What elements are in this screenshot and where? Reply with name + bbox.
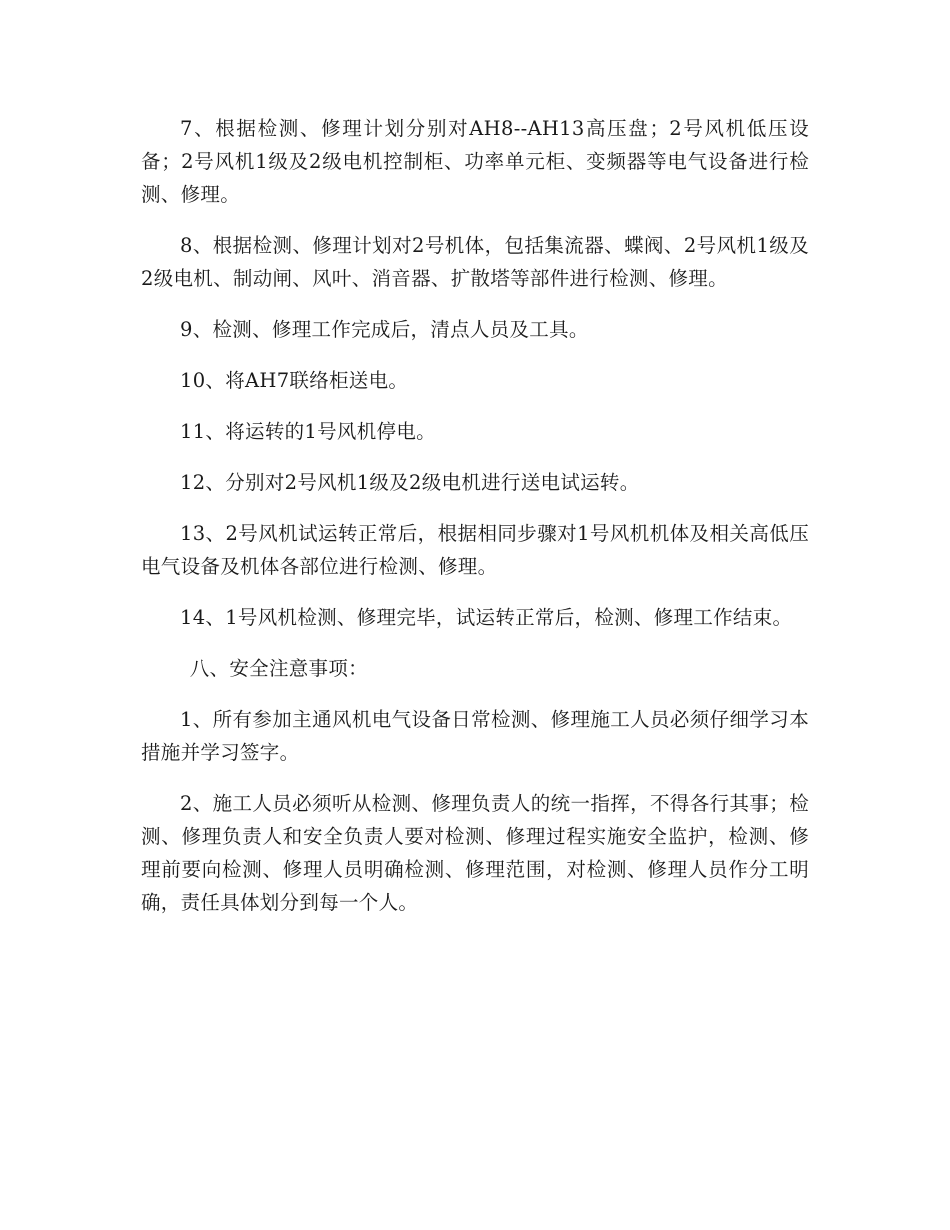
step-7-paragraph: 7、根据检测、修理计划分别对AH8--AH13高压盘；2号风机低压设备；2号风机1级及2级电机控制柜、功率单元柜、变频器等电气设备进行检测、修理。 bbox=[141, 117, 809, 206]
step-14-paragraph: 14、1号风机检测、修理完毕，试运转正常后，检测、修理工作结束。 bbox=[180, 606, 793, 629]
safety-item-1-paragraph: 1、所有参加主通风机电气设备日常检测、修理施工人员必须仔细学习本措施并学习签字。 bbox=[141, 708, 809, 764]
step-11-paragraph: 11、将运转的1号风机停电。 bbox=[180, 420, 436, 443]
section-heading: 八、安全注意事项： bbox=[189, 657, 368, 680]
safety-item-2-paragraph: 2、施工人员必须听从检测、修理负责人的统一指挥，不得各行其事；检测、修理负责人和安全负责人要对检测、修理过程实施安全监护，检测、修理前要向检测、修理人员明确检测、修理范围，对检测、修理人员作分工明确，责任具体划分到每一个人。 bbox=[141, 792, 809, 914]
step-8-paragraph: 8、根据检测、修理计划对2号机体，包括集流器、蝶阀、2号风机1级及2级电机、制动闸、风叶、消音器、扩散塔等部件进行检测、修理。 bbox=[141, 234, 809, 290]
step-13-paragraph: 13、2号风机试运转正常后，根据相同步骤对1号风机机体及相关高低压电气设备及机体各部位进行检测、修理。 bbox=[141, 522, 809, 578]
step-9-paragraph: 9、检测、修理工作完成后，清点人员及工具。 bbox=[180, 318, 589, 341]
step-12-paragraph: 12、分别对2号风机1级及2级电机进行送电试运转。 bbox=[180, 471, 640, 494]
step-10-paragraph: 10、将AH7联络柜送电。 bbox=[180, 369, 409, 392]
document-body bbox=[141, 112, 809, 937]
